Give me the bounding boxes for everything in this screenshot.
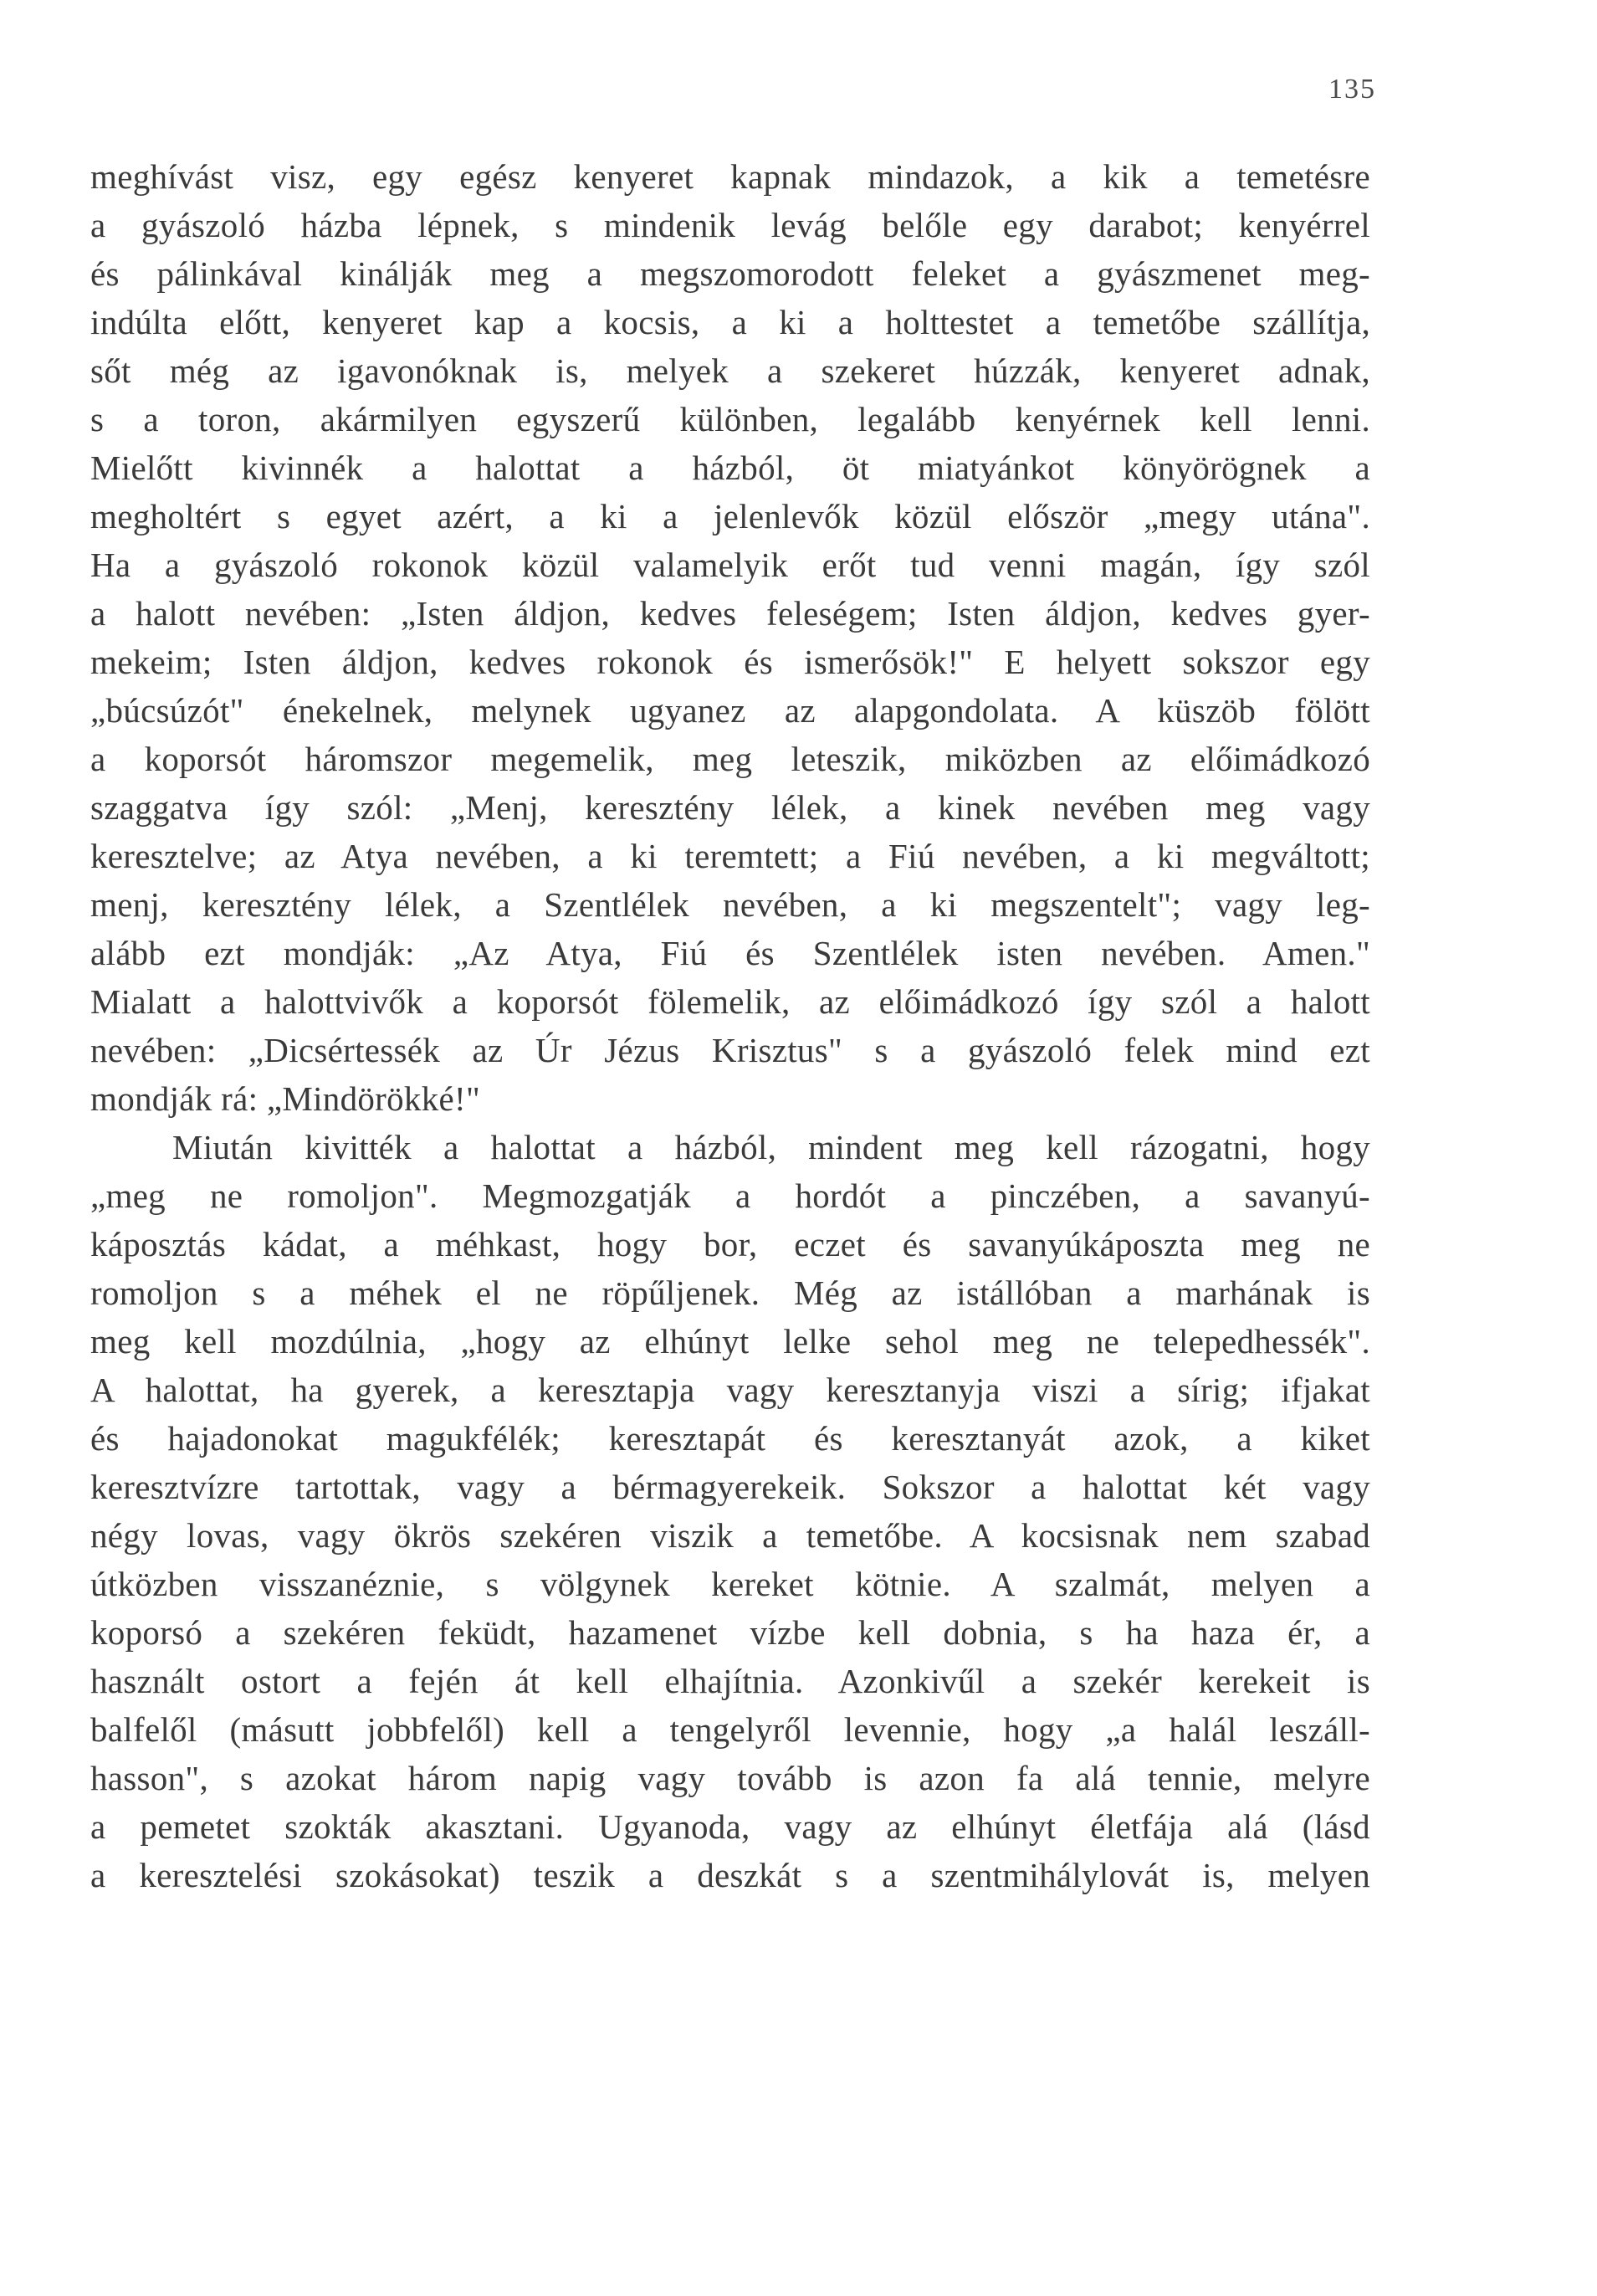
page-number: 135 (1328, 74, 1376, 105)
text-line: a halott nevében: „Isten áldjon, kedves feleségem; Isten áldjon, kedves gyer- (90, 594, 1370, 633)
text-line: hasson", s azokat három napig vagy tovább is azon fa alá tennie, melyre (90, 1759, 1370, 1797)
text-line: meghívást visz, egy egész kenyeret kapnak mindazok, a kik a temetésre (90, 157, 1370, 196)
text-line: koporsó a szekéren feküdt, hazamenet vízbe kell dobnia, s ha haza ér, a (90, 1613, 1370, 1652)
text-line: megholtért s egyet azért, a ki a jelenlevők közül először „megy utána". (90, 497, 1370, 536)
body-text (90, 152, 1370, 1899)
text-line: és pálinkával kinálják meg a megszomorodott feleket a gyászmenet meg- (90, 254, 1370, 293)
text-line: s a toron, akármilyen egyszerű különben, legalább kenyérnek kell lenni. (90, 400, 1370, 438)
text-line: négy lovas, vagy ökrös szekéren viszik a temetőbe. A kocsisnak nem szabad (90, 1516, 1370, 1555)
text-line: mondják rá: „Mindörökké!" (90, 1079, 481, 1118)
text-line: és hajadonokat magukfélék; keresztapát és keresztanyát azok, a kiket (90, 1419, 1370, 1458)
text-line: Mielőtt kivinnék a halottat a házból, öt miatyánkot könyörögnek a (90, 448, 1370, 487)
text-line: A halottat, ha gyerek, a keresztapja vagy keresztanyja viszi a sírig; ifjakat (90, 1371, 1370, 1409)
text-line: indúlta előtt, kenyeret kap a kocsis, a ki a holttestet a temetőbe szállítja, (90, 303, 1370, 341)
text-line: a pemetet szokták akasztani. Ugyanoda, vagy az elhúnyt életfája alá (lásd (90, 1807, 1370, 1846)
text-line: a keresztelési szokásokat) teszik a deszkát s a szentmihálylovát is, melyen (90, 1856, 1370, 1894)
text-line: „meg ne romoljon". Megmozgatják a hordót a pinczében, a savanyú- (90, 1176, 1370, 1215)
text-line: mekeim; Isten áldjon, kedves rokonok és ismerősök!" E helyett sokszor egy (90, 643, 1370, 681)
text-line: Miután kivitték a halottat a házból, mindent meg kell rázogatni, hogy (172, 1128, 1370, 1166)
text-line: menj, keresztény lélek, a Szentlélek nevében, a ki megszentelt"; vagy leg- (90, 885, 1370, 924)
text-line: szaggatva így szól: „Menj, keresztény lélek, a kinek nevében meg vagy (90, 788, 1370, 827)
text-line: a gyászoló házba lépnek, s mindenik levág belőle egy darabot; kenyérrel (90, 206, 1370, 244)
text-line: „búcsúzót" énekelnek, melynek ugyanez az alapgondolata. A küszöb fölött (90, 691, 1370, 730)
text-line: Mialatt a halottvivők a koporsót fölemelik, az előimádkozó így szól a halott (90, 982, 1370, 1021)
text-line: keresztvízre tartottak, vagy a bérmagyerekeik. Sokszor a halottat két vagy (90, 1468, 1370, 1506)
text-line: nevében: „Dicsértessék az Úr Jézus Krisztus" s a gyászoló felek mind ezt (90, 1031, 1370, 1069)
text-line: útközben visszanéznie, s völgynek kereket kötnie. A szalmát, melyen a (90, 1565, 1370, 1603)
text-line: káposztás kádat, a méhkast, hogy bor, eczet és savanyúkáposzta meg ne (90, 1225, 1370, 1263)
text-line: alább ezt mondják: „Az Atya, Fiú és Szentlélek isten nevében. Amen." (90, 934, 1370, 972)
text-line: Ha a gyászoló rokonok közül valamelyik erőt tud venni magán, így szól (90, 546, 1370, 584)
text-line: meg kell mozdúlnia, „hogy az elhúnyt lelke sehol meg ne telepedhessék". (90, 1322, 1370, 1361)
text-line: használt ostort a fején át kell elhajítnia. Azonkivűl a szekér kerekeit is (90, 1662, 1370, 1700)
text-line: romoljon s a méhek el ne röpűljenek. Még az istállóban a marhának is (90, 1274, 1370, 1312)
text-line: balfelől (másutt jobbfelől) kell a tengelyről levennie, hogy „a halál leszáll- (90, 1710, 1370, 1749)
text-line: sőt még az igavonóknak is, melyek a szekeret húzzák, kenyeret adnak, (90, 351, 1370, 390)
text-line: a koporsót háromszor megemelik, meg leteszik, miközben az előimádkozó (90, 740, 1370, 778)
text-line: keresztelve; az Atya nevében, a ki teremtett; a Fiú nevében, a ki megváltott; (90, 837, 1370, 875)
